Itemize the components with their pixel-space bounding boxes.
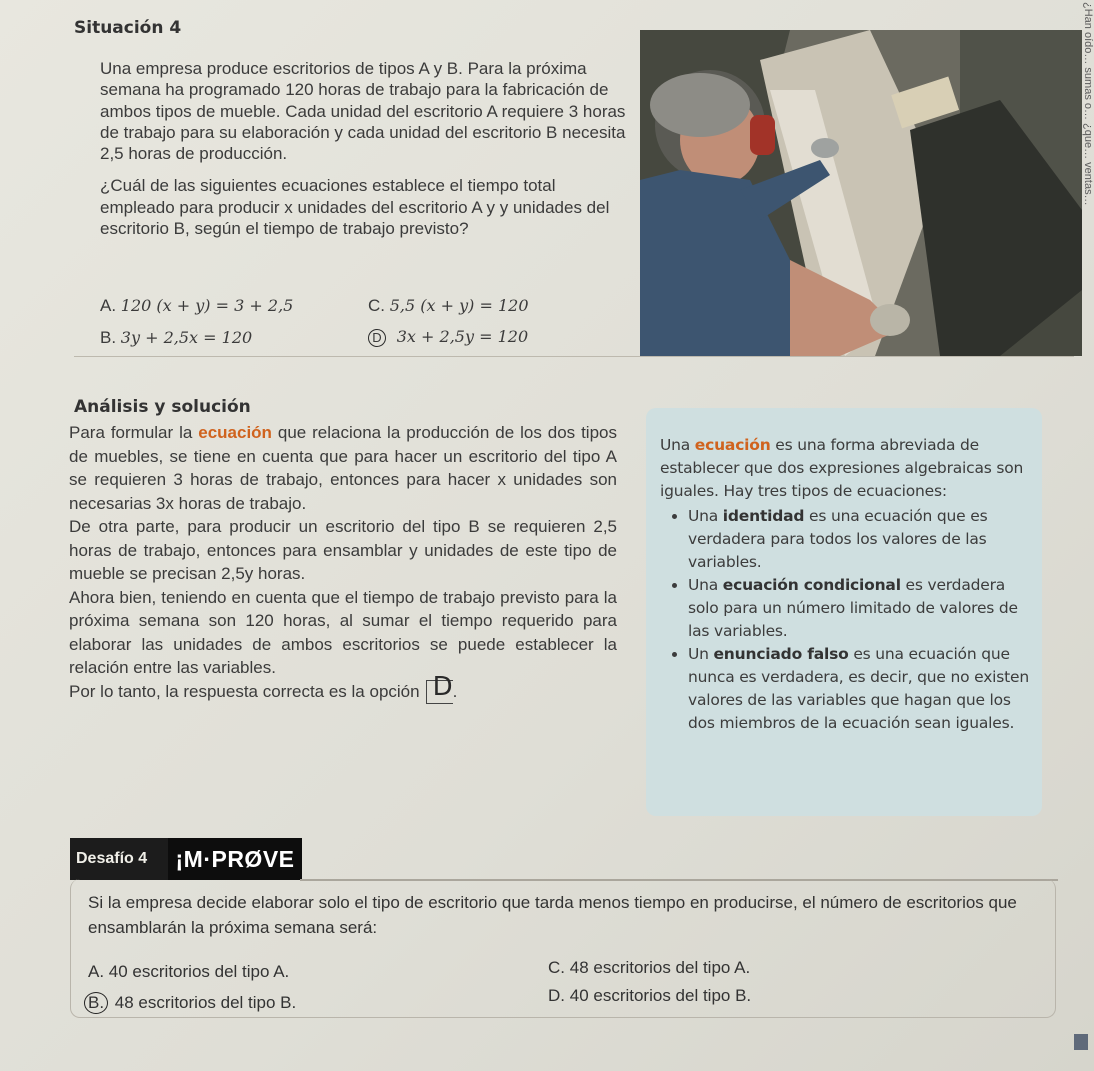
option-a-equation: 120 (x + y) = 3 + 2,5	[120, 296, 294, 315]
definition-intro	[660, 434, 1030, 503]
term-identidad: identidad	[722, 507, 805, 525]
challenge-option-a-text: 40 escritorios del tipo A.	[108, 962, 290, 981]
term-enunciado-falso: enunciado falso	[713, 645, 849, 663]
challenge-option-d-text: 40 escritorios del tipo B.	[569, 986, 752, 1005]
challenge-option-c-text: 48 escritorios del tipo A.	[569, 958, 751, 977]
answer-box	[426, 672, 453, 704]
analysis-paragraph-1	[69, 421, 617, 515]
challenge-banner	[70, 838, 302, 880]
item-prefix: Una	[688, 576, 723, 594]
situation-paragraph-1: Una empresa produce escritorios de tipos A y B. Para la próxima semana ha programado 120 horas de trabajo para la fabricación de ambos tipos de mueble. Cada unidad del escritorio A requiere 3 horas de trabajo para su elaboración y cada unidad del escritorio B necesita 2,5 horas de producción.	[100, 59, 626, 164]
challenge-option-b[interactable]	[84, 992, 296, 1014]
item-prefix: Una	[688, 507, 723, 525]
item-description: es una ecuación que nunca es verdadera, es decir, que no existen valores de las variables que hagan que los dos miembros de la ecuación sean iguales.	[688, 645, 1029, 732]
analysis-paragraph-2: De otra parte, para producir un escritorio del tipo B se requieren 2,5 horas de trabajo, entonces para ensamblar y unidades de este tipo de mueble se precisan 2,5y horas.	[69, 517, 617, 583]
definition-text	[660, 434, 1030, 735]
list-item	[688, 574, 1030, 643]
challenge-option-a[interactable]	[88, 962, 289, 982]
challenge-option-d-letter: D.	[548, 986, 565, 1005]
challenge-option-b-circled-letter: B.	[84, 992, 108, 1014]
option-b[interactable]	[100, 328, 252, 348]
analysis-paragraph-4: Por lo tanto, la respuesta correcta es la opción D .	[69, 672, 458, 703]
margin-note: ¿Han oído… sumas o… ¿que… ventas…	[1082, 2, 1094, 206]
option-d-equation: 3x + 2,5y = 120	[396, 327, 529, 346]
situation-title: Situación 4	[74, 18, 182, 38]
option-c[interactable]	[368, 296, 529, 316]
analysis-conclusion: Por lo tanto, la respuesta correcta es la opción	[69, 681, 420, 701]
item-prefix: Un	[688, 645, 714, 663]
situation-question: ¿Cuál de las siguientes ecuaciones establece el tiempo total empleado para producir x unidades del escritorio A y y unidades del escritorio B, según el tiempo de trabajo previsto?	[100, 176, 610, 239]
definition-intro-end: es una forma abreviada de establecer que dos expresiones algebraicas son iguales. Hay tres tipos de ecuaciones:	[660, 436, 1024, 500]
option-b-letter: B.	[100, 328, 117, 347]
term-ecuacion-condicional: ecuación condicional	[722, 576, 901, 594]
definition-keyword: ecuación	[694, 436, 771, 454]
carpenter-photo	[640, 30, 1082, 356]
option-d-circled-letter: D	[368, 329, 386, 347]
analysis-text	[69, 421, 617, 704]
challenge-option-c[interactable]	[548, 958, 750, 978]
analysis-p1-end: que relaciona la producción de los dos tipos de muebles, se tiene en cuenta que para hacer un escritorio del tipo A se requieren 3 horas de trabajo, entonces para hacer x unidades son necesarias 3x horas de trabajo.	[69, 423, 617, 513]
option-c-equation: 5,5 (x + y) = 120	[389, 296, 529, 315]
iprove-logo: ¡M·PRØVE	[168, 838, 302, 880]
challenge-option-a-letter: A.	[88, 962, 105, 981]
challenge-option-d[interactable]	[548, 986, 751, 1006]
list-item	[688, 643, 1030, 735]
option-c-letter: C.	[368, 296, 385, 315]
challenge-option-b-text: 48 escritorios del tipo B.	[114, 993, 297, 1012]
challenge-label: Desafío 4	[70, 838, 168, 880]
analysis-keyword-ecuacion: ecuación	[198, 423, 272, 442]
option-d[interactable]	[368, 327, 528, 347]
carpenter-illustration	[640, 30, 1082, 356]
analysis-p1-start: Para formular la	[69, 423, 199, 442]
corner-marker	[1074, 1034, 1088, 1050]
list-item	[688, 505, 1030, 574]
definition-intro-start: Una	[660, 436, 695, 454]
analysis-title: Análisis y solución	[74, 397, 251, 417]
option-b-equation: 3y + 2,5x = 120	[120, 328, 253, 347]
challenge-option-c-letter: C.	[548, 958, 565, 977]
option-a[interactable]	[100, 296, 293, 316]
analysis-paragraph-3: Ahora bien, teniendo en cuenta que el tiempo de trabajo previsto para la próxima semana son 120 horas, al sumar el tiempo requerido para elaborar las unidades de ambos escritorios se puede establecer la relación entre las variables.	[69, 587, 617, 677]
item-description: es una ecuación que es verdadera para todos los valores de las variables.	[688, 507, 988, 571]
item-description: es verdadera solo para un número limitado de valores de las variables.	[688, 576, 1018, 640]
handwritten-answer: D	[432, 672, 453, 703]
challenge-question: Si la empresa decide elaborar solo el tipo de escritorio que tarda menos tiempo en producirse, el número de escritorios que ensamblarán la próxima semana será:	[88, 893, 1017, 937]
option-a-letter: A.	[100, 296, 117, 315]
equation-types-list	[660, 505, 1030, 735]
situation-statement	[100, 58, 632, 250]
